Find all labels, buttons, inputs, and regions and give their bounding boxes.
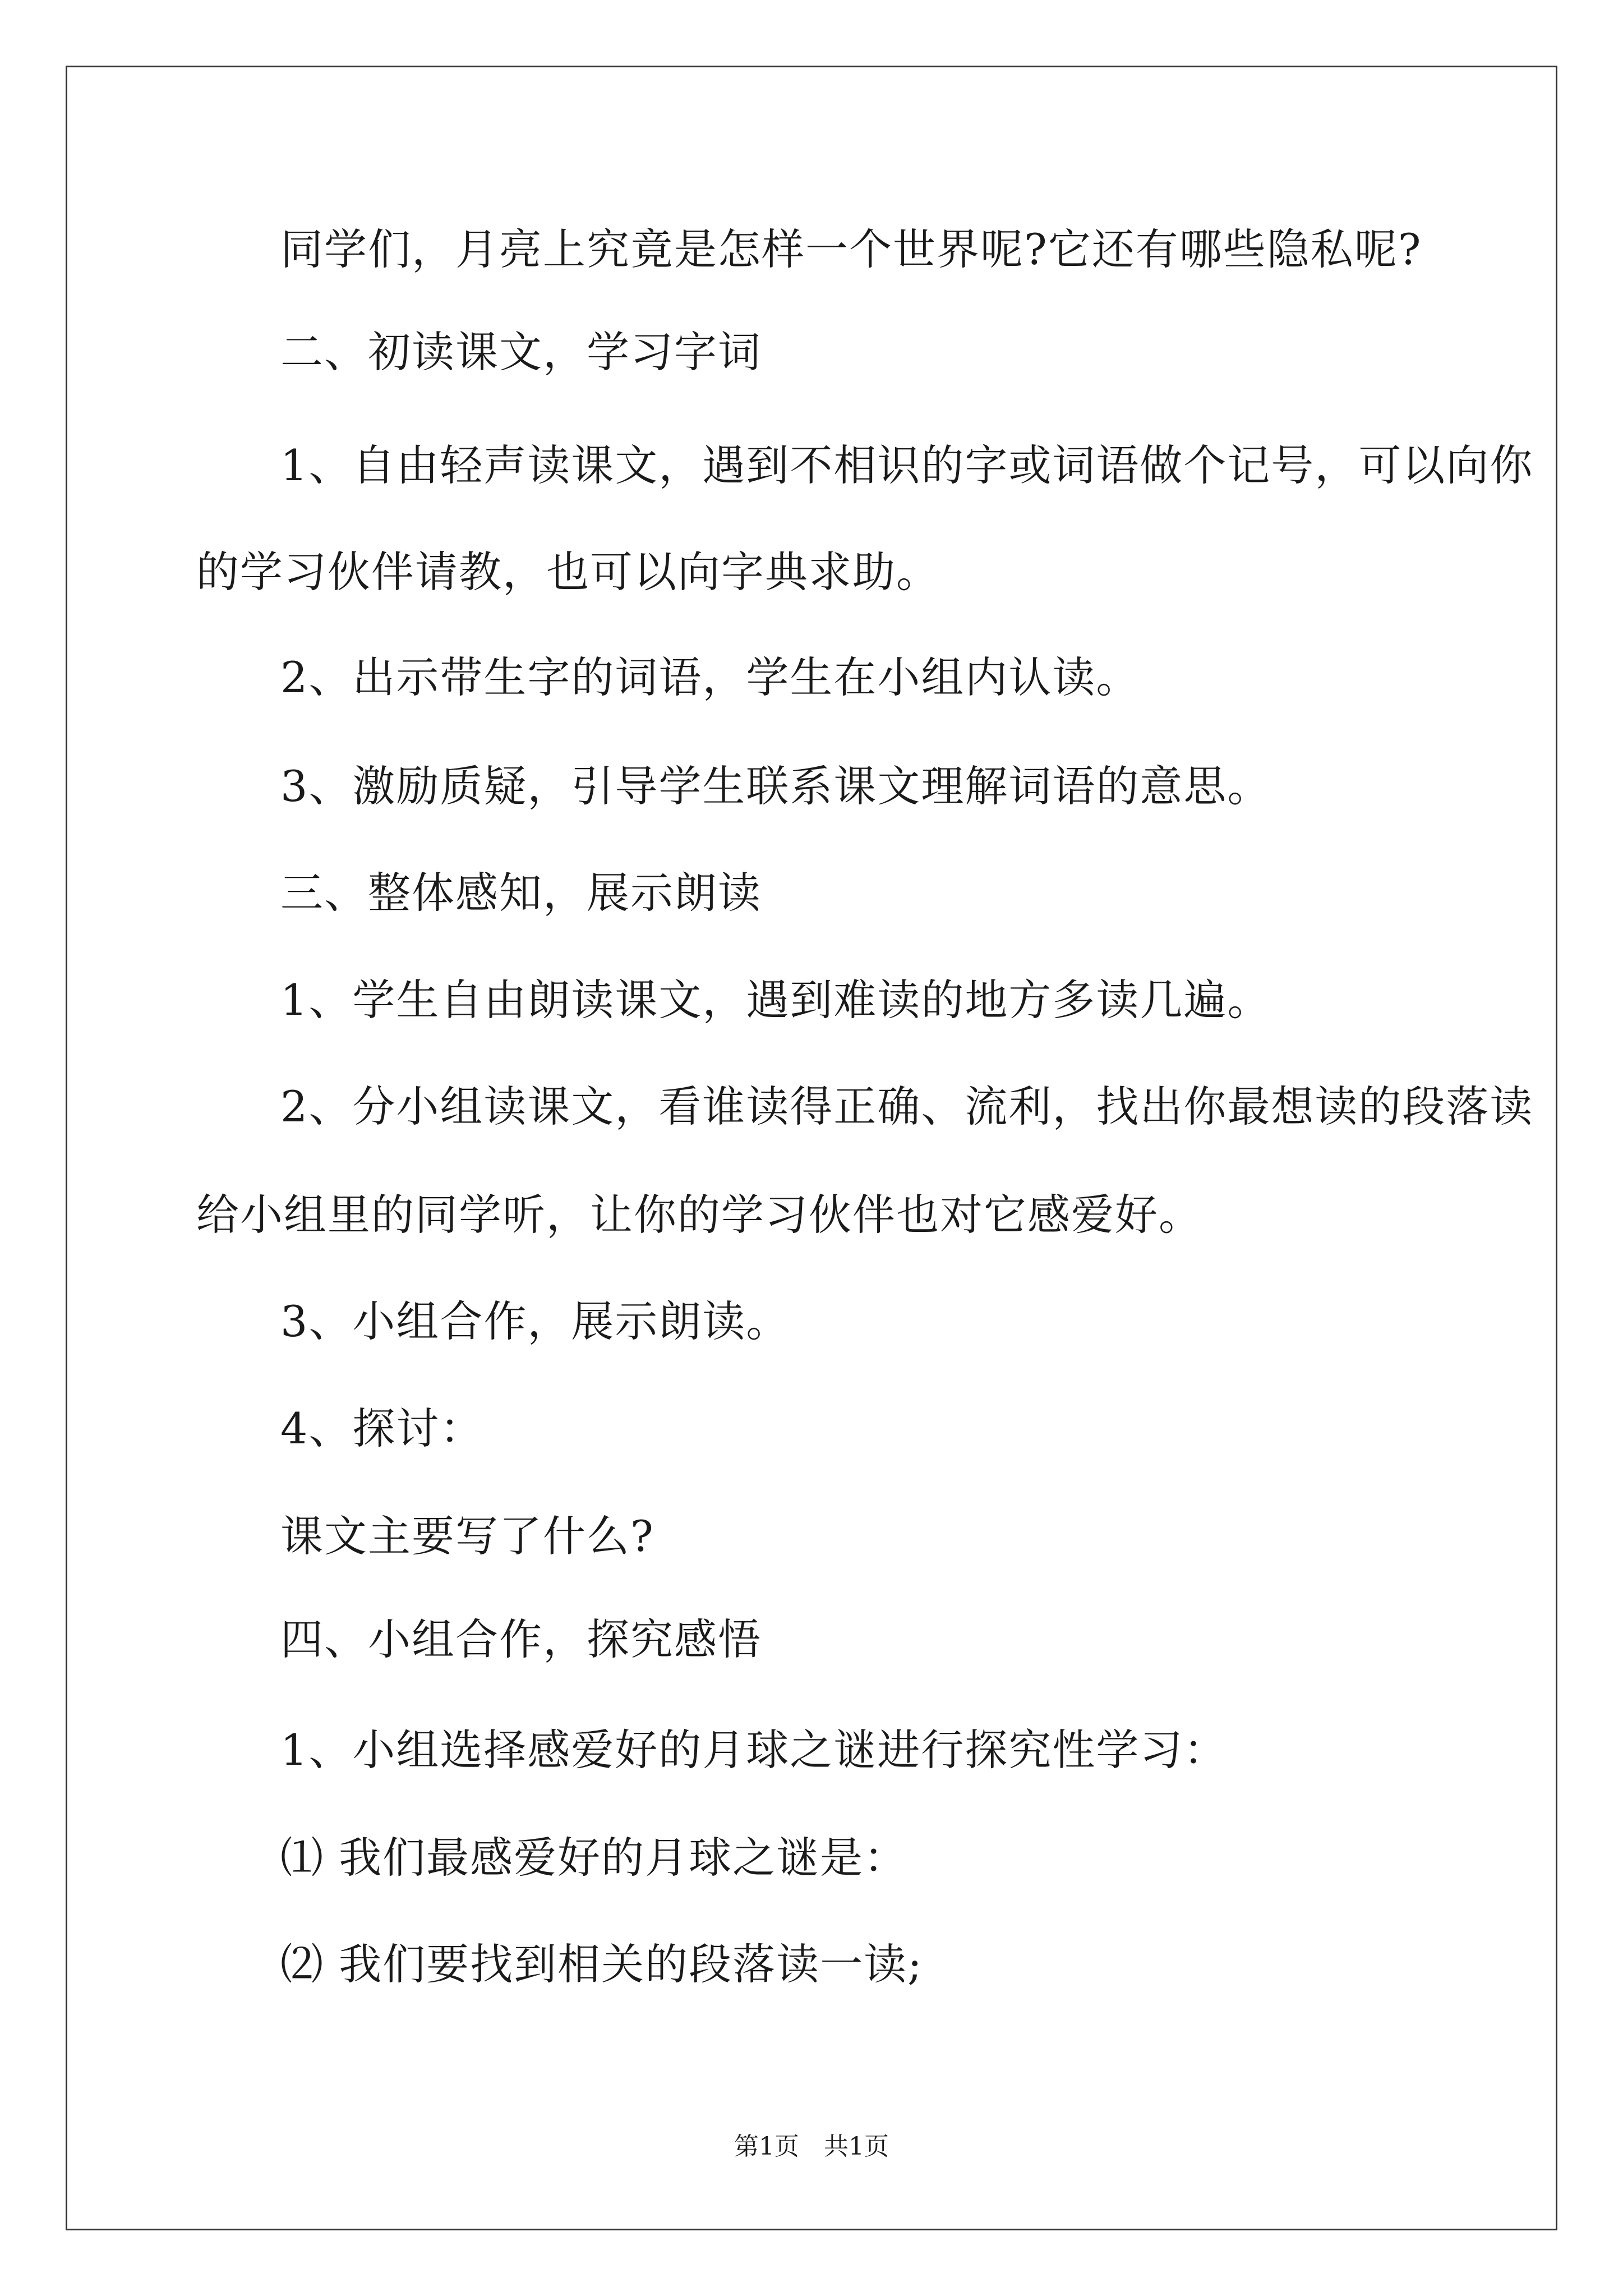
- section-heading: 四、小组合作，探究感悟: [280, 1614, 762, 1664]
- paragraph: 同学们，月亮上究竟是怎样一个世界呢?它还有哪些隐私呢?: [280, 224, 1422, 274]
- paragraph: 1、自由轻声读课文，遇到不相识的字或词语做个记号，可以向你: [280, 440, 1534, 490]
- paragraph: 2、分小组读课文，看谁读得正确、流利，找出你最想读的段落读: [280, 1082, 1534, 1131]
- paragraph-continuation: 的学习伙伴请教，也可以向字典求助。: [196, 547, 940, 597]
- paragraph: 3、激励质疑，引导学生联系课文理解词语的意思。: [280, 761, 1271, 811]
- paragraph: 4、探讨：: [280, 1404, 484, 1453]
- paragraph: 2、出示带生字的词语，学生在小组内认读。: [280, 652, 1140, 702]
- list-item: ⑵ 我们要找到相关的段落读一读;: [280, 1939, 923, 1989]
- paragraph: 1、学生自由朗读课文，遇到难读的地方多读几遍。: [280, 975, 1271, 1025]
- list-item: ⑴ 我们最感爱好的月球之谜是：: [280, 1833, 908, 1883]
- section-heading: 二、初读课文，学习字词: [280, 327, 762, 377]
- section-heading: 三、整体感知，展示朗读: [280, 868, 762, 918]
- paragraph: 1、小组选择感爱好的月球之谜进行探究性学习：: [280, 1725, 1228, 1775]
- paragraph: 3、小组合作，展示朗读。: [280, 1296, 790, 1346]
- page-number-footer: 第1页 共1页: [734, 2132, 889, 2161]
- paragraph-continuation: 给小组里的同学听，让你的学习伙伴也对它感爱好。: [196, 1190, 1202, 1240]
- paragraph: 课文主要写了什么?: [280, 1511, 654, 1561]
